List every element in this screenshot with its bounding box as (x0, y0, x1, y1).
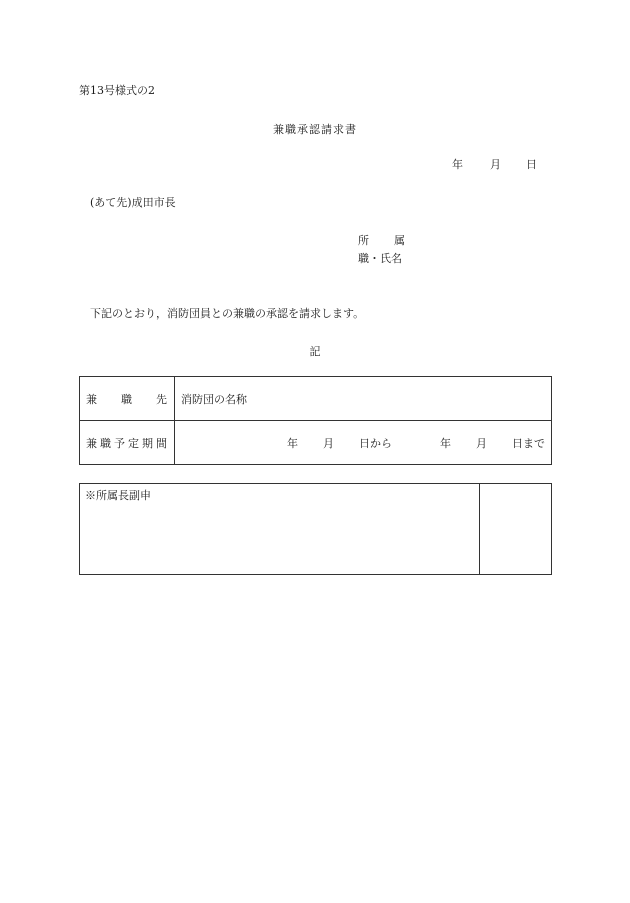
concurrent-post-value[interactable]: 消防団の名称 (175, 377, 552, 421)
date-month: 月 (490, 158, 501, 171)
table-row-period (80, 421, 552, 465)
supervisor-note-table (79, 483, 552, 575)
request-table (79, 376, 552, 465)
document-title: 兼職承認請求書 (273, 123, 357, 136)
period-start-month: 月 (323, 436, 334, 450)
period-end-year: 年 (440, 436, 451, 450)
period-start-year: 年 (287, 436, 298, 450)
concurrent-post-label-cell (80, 377, 175, 421)
period-end-month: 月 (476, 436, 487, 450)
label-char: 兼 (86, 392, 97, 406)
position-name-label: 職・氏名 (358, 252, 402, 265)
label-char: 間 (156, 436, 167, 450)
label-char: 予 (114, 436, 125, 450)
period-label-cell (80, 421, 175, 465)
period-start-day: 日から (359, 436, 392, 450)
date-line (452, 156, 537, 172)
label-char: 定 (128, 436, 139, 450)
label-char: 先 (156, 392, 167, 406)
affiliation-char-1: 所 (358, 234, 369, 247)
label-char: 職 (100, 436, 111, 450)
affiliation-label (358, 232, 405, 248)
table-row-concurrent-post (80, 377, 552, 421)
period-end-day: 日まで (512, 436, 545, 450)
date-year: 年 (452, 158, 463, 171)
date-day: 日 (526, 158, 537, 171)
affiliation-char-2: 属 (394, 234, 405, 247)
table-row-supervisor-note (80, 484, 552, 575)
supervisor-note-cell[interactable] (80, 484, 480, 575)
period-value-cell[interactable] (175, 421, 552, 465)
supervisor-note-label: ※所属長副申 (85, 489, 151, 502)
label-char: 兼 (86, 436, 97, 450)
request-body-text: 下記のとおり，消防団員との兼職の承認を請求します。 (90, 307, 365, 320)
seal-box[interactable] (480, 484, 552, 575)
addressee: (あて先)成田市長 (90, 196, 176, 209)
label-char: 職 (121, 392, 132, 406)
ki-heading: 記 (309, 345, 321, 358)
label-char: 期 (142, 436, 153, 450)
form-number: 第13号様式の2 (79, 84, 155, 97)
